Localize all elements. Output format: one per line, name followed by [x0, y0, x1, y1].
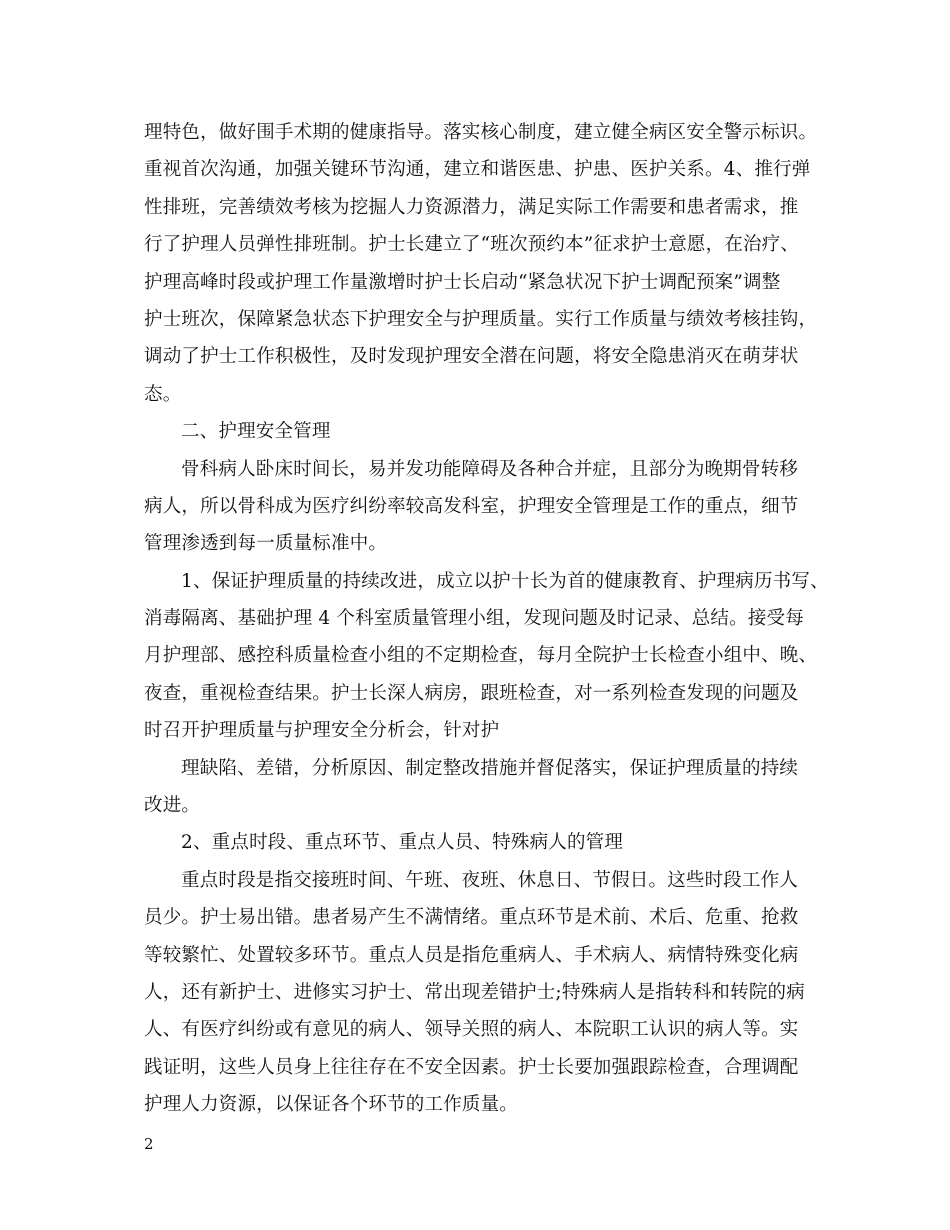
- text-line: 管理渗透到每一质量标准中。: [144, 533, 388, 555]
- text-line: 重视首次沟通，加强关键环节沟通，建立和谐医患、护患、医护关系。4、推行弹: [144, 159, 811, 181]
- text-line: 践证明，这些人员身上往往存在不安全因素。护士长要加强跟踪检查，合理调配: [144, 1056, 799, 1078]
- text-line: 骨科病人卧床时间长，易并发功能障碍及各种合并症，且部分为晚期骨转移: [181, 458, 799, 480]
- text-line: 等较繁忙、处置较多环节。重点人员是指危重病人、手术病人、病情特殊变化病: [144, 944, 799, 966]
- text-line: 夜查，重视检查结果。护士长深人病房，跟班检查，对一系列检查发现的问题及: [144, 682, 799, 704]
- text-line: 1、保证护理质量的持续改进，成立以护十长为首的健康教育、护理病历书写、: [181, 570, 829, 592]
- text-line: 调动了护士工作积极性，及时发现护理安全潜在问题，将安全隐患消灭在萌芽状: [144, 346, 799, 368]
- text-line: 理缺陷、差错，分析原因、制定整改措施并督促落实，保证护理质量的持续: [181, 757, 799, 779]
- text-line: 理特色，做好围手术期的健康指导。落实核心制度，建立健全病区安全警示标识。: [144, 122, 818, 143]
- text-line: 改进。: [144, 795, 201, 817]
- text-line: 月护理部、感控科质量检查小组的不定期检查，每月全院护士长检查小组中、晚、: [144, 645, 818, 667]
- text-line: 护士班次，保障紧急状态下护理安全与护理质量。实行工作质量与绩效考核挂钩，: [144, 308, 818, 330]
- text-line: 人、有医疗纠纷或有意见的病人、领导关照的病人、本院职工认识的病人等。实: [144, 1019, 799, 1041]
- text-line: 行了护理人员弹性排班制。护士长建立了“班次预约本”征求护士意愿，在治疗、: [144, 234, 800, 256]
- text-line: 性排班，完善绩效考核为挖掘人力资源潜力，满足实际工作需要和患者需求，推: [144, 196, 799, 218]
- text-line: 员少。护士易出错。患者易产生不满情绪。重点环节是术前、术后、危重、抢救: [144, 907, 799, 929]
- text-line: 病人，所以骨科成为医疗纠纷率较高发科室，护理安全管理是工作的重点，细节: [144, 495, 799, 517]
- text-line: 护理高峰时段或护理工作量激增时护士长启动“紧急状况下护士调配预案”调整: [144, 271, 781, 293]
- text-line: 重点时段是指交接班时间、午班、夜班、休息日、节假日。这些时段工作人: [181, 869, 799, 891]
- text-line: 时召开护理质量与护理安全分析会，针对护: [144, 720, 500, 742]
- text-line: 二、护理安全管理: [181, 421, 331, 443]
- text-line: 2、重点时段、重点环节、重点人员、特殊病人的管理: [181, 832, 624, 854]
- document-body: [144, 114, 844, 1124]
- text-line: 态。: [144, 383, 182, 405]
- page-number: 2: [144, 1135, 154, 1153]
- text-line: 护理人力资源，以保证各个环节的工作质量。: [144, 1094, 519, 1116]
- text-line: 人，还有新护士、进修实习护士、常出现差错护士;特殊病人是指转科和转院的病: [144, 981, 805, 1003]
- text-line: 消毒隔离、基础护理 4 个科室质量管理小组，发现问题及时记录、总结。接受每: [144, 608, 804, 630]
